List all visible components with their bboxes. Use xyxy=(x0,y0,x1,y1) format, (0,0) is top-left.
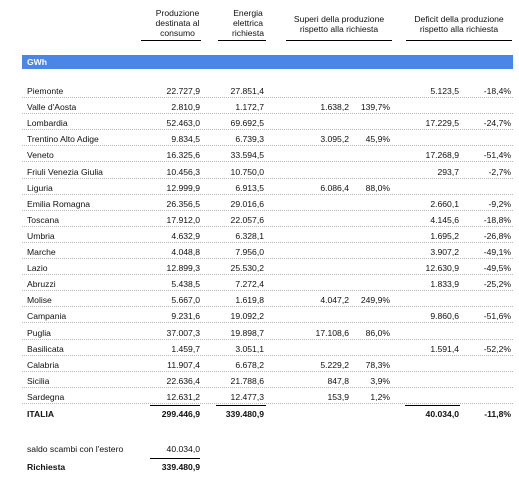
table-row xyxy=(0,148,519,162)
region-name: Calabria xyxy=(27,359,60,370)
deficit-value: 1.695,2 xyxy=(430,230,459,241)
deficit-pct: -26,8% xyxy=(483,230,511,241)
region-name: Veneto xyxy=(27,150,54,161)
saldo-row xyxy=(0,442,519,456)
prod-value: 52.463,0 xyxy=(166,118,200,129)
header-superi-line2: rispetto alla richiesta xyxy=(299,24,379,34)
total-name: ITALIA xyxy=(27,409,55,419)
region-name: Liguria xyxy=(27,182,53,193)
table-row xyxy=(0,181,519,195)
header-deficit-line2: rispetto alla richiesta xyxy=(419,24,499,34)
superi-pct: 88,0% xyxy=(365,182,390,193)
superi-value: 847,8 xyxy=(327,375,349,386)
richiesta-line xyxy=(150,458,200,459)
prod-value: 2.810,9 xyxy=(171,102,200,113)
richiesta-value: 19.898,7 xyxy=(230,327,264,338)
prod-value: 12.999,9 xyxy=(166,182,200,193)
header-energia-line1: Energia xyxy=(233,8,263,18)
prod-value: 37.007,3 xyxy=(166,327,200,338)
region-name: Toscana xyxy=(27,214,60,225)
total-row xyxy=(0,407,519,421)
prod-value: 1.459,7 xyxy=(171,343,200,354)
richiesta-value: 1.172,7 xyxy=(235,102,264,113)
richiesta-value: 21.788,6 xyxy=(230,375,264,386)
header-deficit-underline xyxy=(406,40,512,41)
superi-pct: 1,2% xyxy=(370,391,390,402)
region-name: Molise xyxy=(27,295,52,306)
region-name: Emilia Romagna xyxy=(27,198,91,209)
prod-value: 5.667,0 xyxy=(171,295,200,306)
header-deficit xyxy=(404,14,514,34)
prod-value: 12.899,3 xyxy=(166,263,200,274)
total-line-richiesta xyxy=(216,405,266,406)
region-name: Puglia xyxy=(27,327,51,338)
deficit-value: 17.229,5 xyxy=(425,118,459,129)
prod-value: 5.438,5 xyxy=(171,279,200,290)
superi-pct: 3,9% xyxy=(370,375,390,386)
table-row xyxy=(0,390,519,404)
unit-label: GWh xyxy=(27,57,48,67)
table-row xyxy=(0,132,519,146)
header-produzione-line2: destinata al xyxy=(155,18,200,28)
richiesta-value: 3.051,1 xyxy=(235,343,264,354)
superi-pct: 78,3% xyxy=(365,359,390,370)
superi-pct: 86,0% xyxy=(365,327,390,338)
header-energia-underline xyxy=(218,40,266,41)
richiesta-value: 69.692,5 xyxy=(230,118,264,129)
deficit-pct: -49,5% xyxy=(483,263,511,274)
region-name: Campania xyxy=(27,311,67,322)
richiesta-value: 33.594,5 xyxy=(230,150,264,161)
table-row xyxy=(0,229,519,243)
richiesta-value: 6.328,1 xyxy=(235,230,264,241)
deficit-value: 4.145,6 xyxy=(430,214,459,225)
prod-value: 11.907,4 xyxy=(167,359,200,370)
region-name: Sicilia xyxy=(27,375,50,386)
region-name: Lombardia xyxy=(27,118,68,129)
region-name: Marche xyxy=(27,247,56,257)
deficit-pct: -51,4% xyxy=(483,150,511,161)
richiesta-value: 29.016,6 xyxy=(230,198,264,209)
richiesta-value: 22.057,6 xyxy=(230,214,264,225)
superi-value: 17.108,6 xyxy=(315,327,349,338)
prod-value: 22.636,4 xyxy=(166,375,200,386)
region-name: Umbria xyxy=(27,230,55,241)
table-row xyxy=(0,374,519,388)
deficit-value: 293,7 xyxy=(437,166,459,177)
total-line-deficit xyxy=(405,405,460,406)
deficit-pct: -24,7% xyxy=(483,118,511,129)
table-row xyxy=(0,165,519,179)
header-produzione-line1: Produzione xyxy=(155,8,200,18)
richiesta-row xyxy=(0,460,519,474)
table-row xyxy=(0,197,519,211)
deficit-value: 5.123,5 xyxy=(430,86,459,96)
region-name: Sardegna xyxy=(27,391,65,402)
deficit-pct: -18,8% xyxy=(483,214,511,225)
region-name: Valle d'Aosta xyxy=(27,102,77,113)
total-prod: 299.446,9 xyxy=(161,409,200,419)
prod-value: 17.912,0 xyxy=(166,214,200,225)
header-energia xyxy=(218,8,278,38)
region-name: Friuli Venezia Giulia xyxy=(27,166,103,177)
header-produzione-underline xyxy=(141,40,201,41)
superi-pct: 139,7% xyxy=(360,102,390,113)
header-energia-line2: elettrica xyxy=(232,18,264,28)
prod-value: 22.727,9 xyxy=(166,86,200,96)
richiesta-label: Richiesta xyxy=(27,462,66,472)
prod-value: 16.325,6 xyxy=(166,150,200,161)
deficit-pct: -2,7% xyxy=(488,166,511,177)
superi-value: 3.095,2 xyxy=(320,134,349,145)
richiesta-value: 6.739,3 xyxy=(235,134,264,145)
deficit-pct: -52,2% xyxy=(483,343,511,354)
prod-value: 9.834,5 xyxy=(171,134,200,145)
table-row xyxy=(0,245,519,259)
region-name: Piemonte xyxy=(27,86,64,96)
table-row xyxy=(0,358,519,372)
richiesta-value: 1.619,8 xyxy=(235,295,264,306)
deficit-pct: -49,1% xyxy=(483,247,511,257)
saldo-value: 40.034,0 xyxy=(166,444,200,454)
prod-value: 9.231,6 xyxy=(171,311,200,322)
prod-value: 12.631,2 xyxy=(166,391,200,402)
superi-value: 153,9 xyxy=(327,391,349,402)
table-row xyxy=(0,84,519,98)
richiesta-value: 19.092,2 xyxy=(230,311,264,322)
table-row xyxy=(0,261,519,275)
unit-bar xyxy=(22,55,513,69)
deficit-pct: -25,2% xyxy=(483,279,511,290)
region-name: Lazio xyxy=(27,263,48,274)
table-row xyxy=(0,213,519,227)
deficit-value: 12.630,9 xyxy=(425,263,459,274)
richiesta-value: 7.956,0 xyxy=(235,247,264,257)
prod-value: 4.048,8 xyxy=(171,247,200,257)
header-superi xyxy=(284,14,394,34)
richiesta-value: 25.530,2 xyxy=(230,263,264,274)
richiesta-value: 10.750,0 xyxy=(230,166,264,177)
total-line-prod xyxy=(150,405,200,406)
table-row xyxy=(0,309,519,323)
superi-value: 4.047,2 xyxy=(320,295,349,306)
richiesta-value: 339.480,9 xyxy=(161,462,200,472)
table-row xyxy=(0,116,519,130)
deficit-value: 1.833,9 xyxy=(430,279,459,290)
region-name: Abruzzi xyxy=(27,279,56,290)
region-name: Trentino Alto Adige xyxy=(27,134,99,145)
deficit-value: 17.268,9 xyxy=(425,150,459,161)
richiesta-value: 12.477,3 xyxy=(230,391,264,402)
table-row xyxy=(0,293,519,307)
deficit-pct: -18,4% xyxy=(483,86,511,96)
header-deficit-line1: Deficit della produzione xyxy=(414,14,504,24)
deficit-value: 3.907,2 xyxy=(430,247,459,257)
table-row xyxy=(0,326,519,340)
deficit-value: 1.591,4 xyxy=(430,343,459,354)
richiesta-value: 6.678,2 xyxy=(235,359,264,370)
prod-value: 4.632,9 xyxy=(171,230,200,241)
richiesta-value: 7.272,4 xyxy=(235,279,264,290)
deficit-pct: -51,6% xyxy=(483,311,511,322)
prod-value: 26.356,5 xyxy=(166,198,200,209)
saldo-label: saldo scambi con l'estero xyxy=(27,444,124,454)
superi-pct: 45,9% xyxy=(365,134,390,145)
total-deficit-pct: -11,8% xyxy=(484,409,511,419)
superi-value: 6.086,4 xyxy=(320,182,349,193)
header-superi-underline xyxy=(286,40,392,41)
header-produzione-line3: consumo xyxy=(160,28,195,38)
total-deficit: 40.034,0 xyxy=(425,409,459,419)
header-produzione xyxy=(140,8,215,38)
deficit-value: 2.660,1 xyxy=(430,198,459,209)
superi-value: 1.638,2 xyxy=(320,102,349,113)
table-row xyxy=(0,100,519,114)
richiesta-value: 6.913,5 xyxy=(235,182,264,193)
superi-value: 5.229,2 xyxy=(320,359,349,370)
header-energia-line3: richiesta xyxy=(232,28,264,38)
deficit-value: 9.860,6 xyxy=(430,311,459,322)
table-row xyxy=(0,342,519,356)
deficit-pct: -9,2% xyxy=(488,198,511,209)
region-name: Basilicata xyxy=(27,343,64,354)
total-richiesta: 339.480,9 xyxy=(225,409,264,419)
table-row xyxy=(0,277,519,291)
prod-value: 10.456,3 xyxy=(166,166,200,177)
richiesta-value: 27.851,4 xyxy=(230,86,264,96)
superi-pct: 249,9% xyxy=(360,295,390,306)
header-superi-line1: Superi della produzione xyxy=(293,14,385,24)
